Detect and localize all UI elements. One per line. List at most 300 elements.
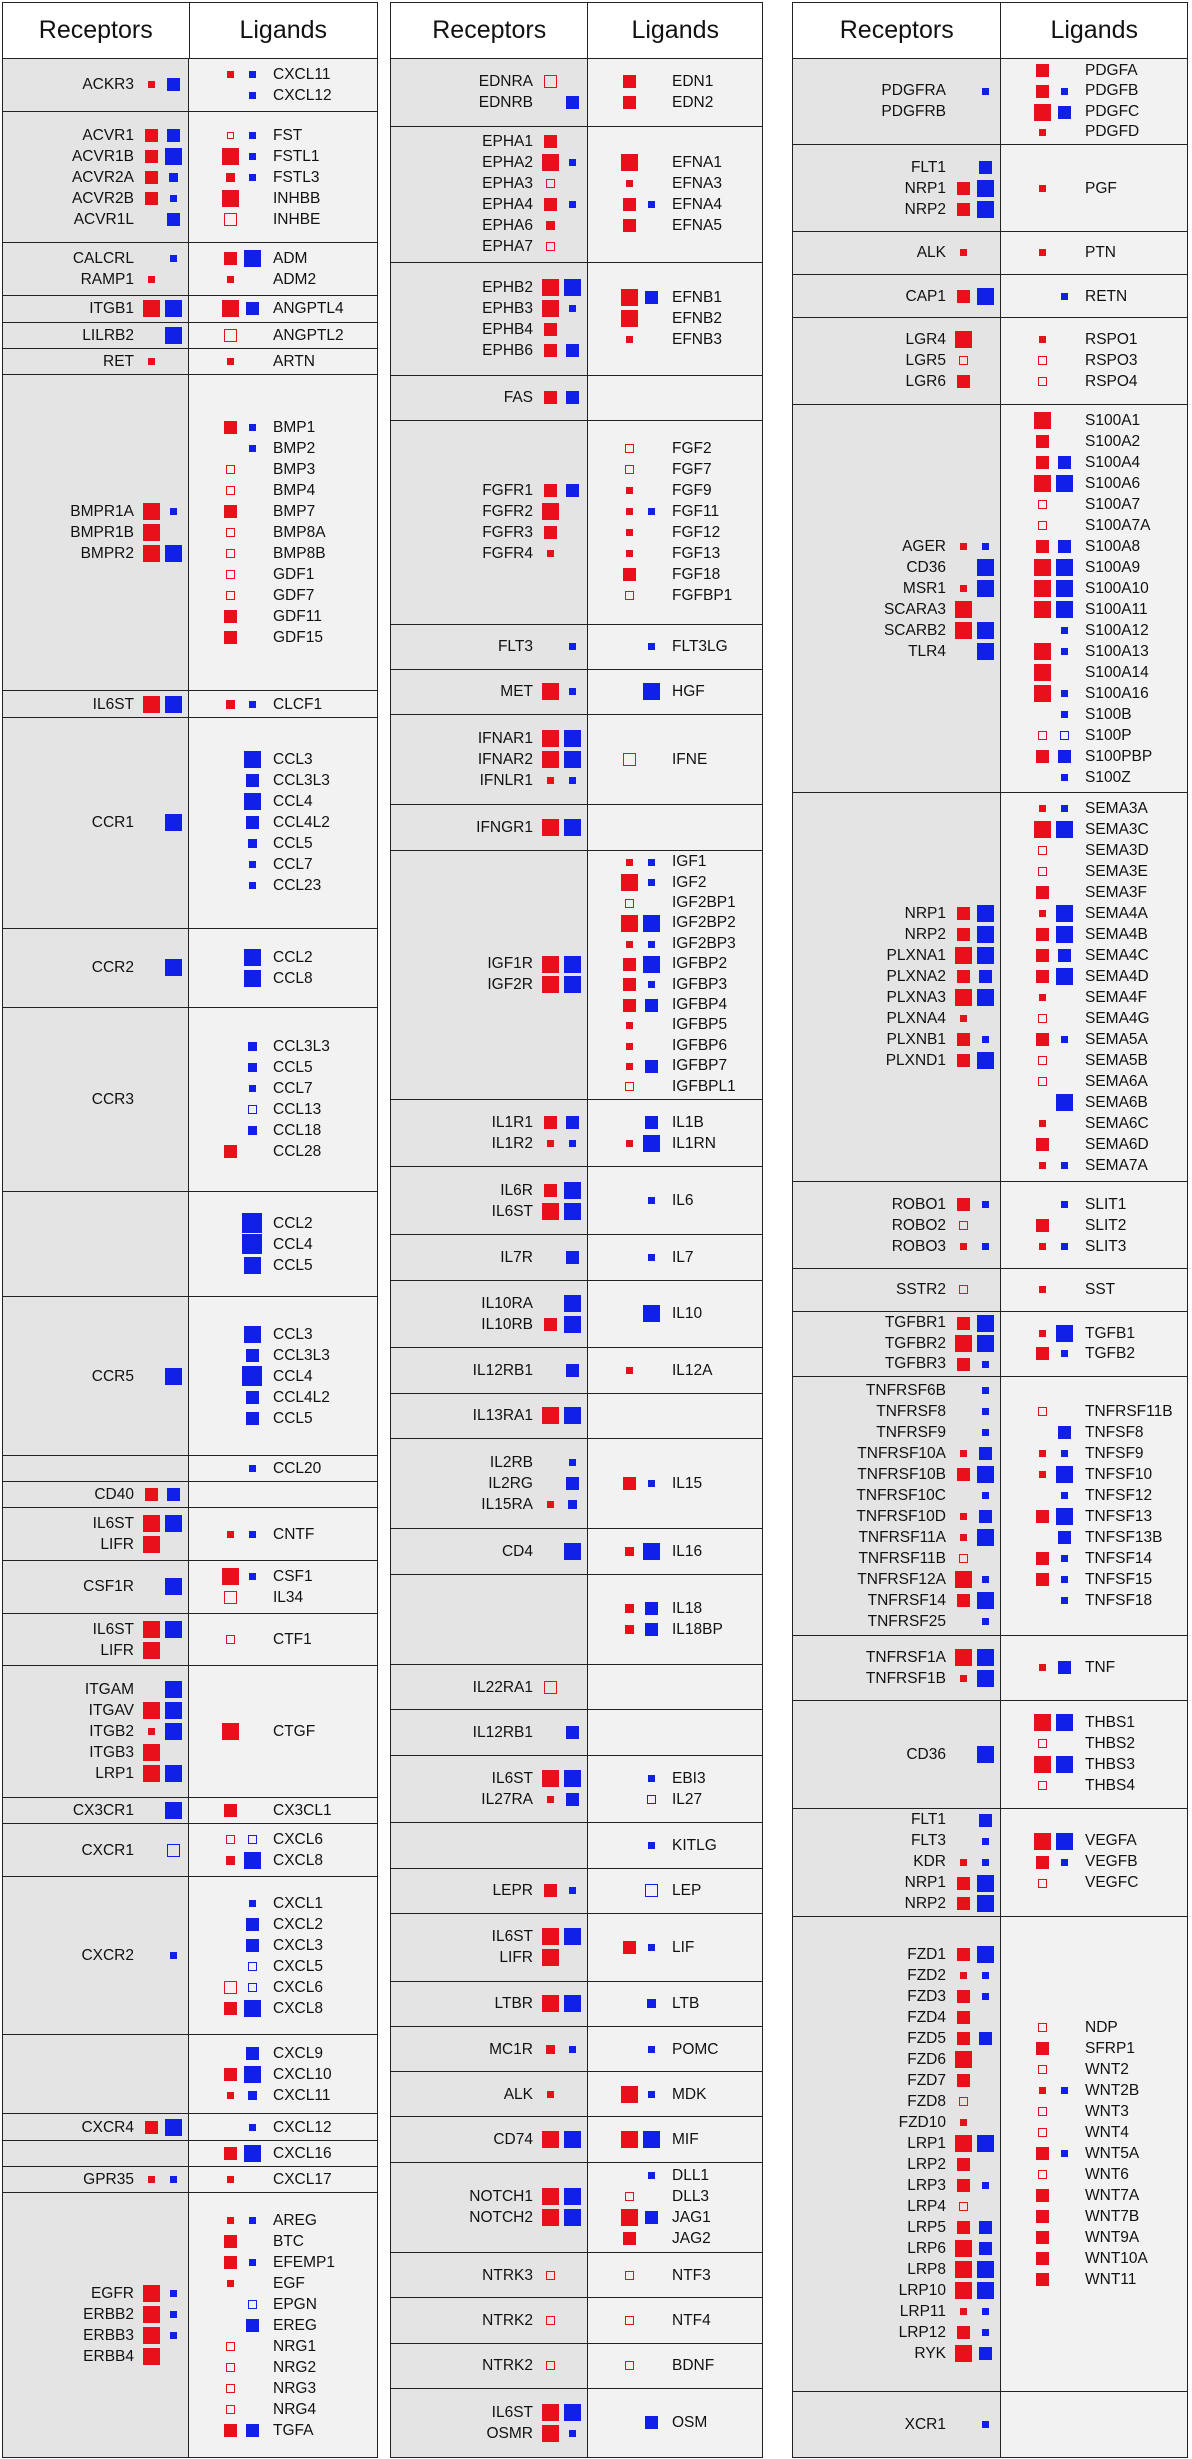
red-marker-empty [952,1380,974,1401]
blue-marker [241,812,263,833]
red-marker-empty [618,636,640,657]
ligand-row [189,417,377,438]
red-square-marker [960,1972,967,1979]
red-square-marker [957,182,970,195]
receptor-cell [391,1394,588,1438]
ligand-row [189,1850,377,1871]
red-square-marker [544,391,557,404]
red-square-marker [226,465,235,474]
blue-marker [1053,1831,1075,1852]
blue-square-marker [977,1746,994,1763]
blue-marker [241,1036,263,1057]
blue-marker [640,2039,662,2060]
ligand-row [588,893,762,913]
ligand-row [1001,1155,1187,1176]
ligand-cell [189,375,377,690]
red-square-marker [1038,521,1047,530]
red-square-marker [227,2176,234,2183]
red-marker [1031,746,1053,767]
red-square-marker [955,331,972,348]
blue-square-marker [1056,821,1073,838]
blue-square-marker [982,1201,989,1208]
receptor-row [876,1422,996,1443]
ligand-name: TNFSF8 [1085,1423,1144,1441]
red-marker [952,2280,974,2301]
ligand-row [1001,1873,1187,1894]
red-square-marker [546,2271,555,2280]
receptor-row [93,694,184,715]
ligand-row [588,852,762,872]
red-square-marker [542,154,559,171]
ligand-row [588,543,762,564]
blue-marker [974,2259,996,2280]
blue-marker [974,2343,996,2364]
receptor-cell [391,1756,588,1823]
receptor-row [81,1840,184,1861]
ligand-row [1001,987,1187,1008]
ligand-row [1001,1134,1187,1155]
ligand-row [588,152,762,173]
red-square-marker [1038,1739,1047,1748]
red-square-marker [542,1770,559,1787]
red-marker [539,2310,561,2331]
red-marker-empty [618,1303,640,1324]
receptor-row [482,215,583,236]
receptor-name: IL6ST [491,1769,533,1787]
receptor-cell [391,376,588,420]
blue-marker [1053,578,1075,599]
red-marker [1031,1113,1053,1134]
receptor-row [92,957,184,978]
ligand-row [1001,1050,1187,1071]
receptor-name: CD36 [906,1745,946,1763]
ligand-cell [189,1561,377,1613]
red-square-marker [1036,2189,1049,2202]
ligand-name: IGFBPL1 [672,1077,736,1095]
receptor-cell [391,1100,588,1167]
ligand-row [1001,2101,1187,2122]
receptor-name: IL6R [500,1181,533,1199]
red-marker-empty [1031,1422,1053,1443]
red-marker [1031,1071,1053,1092]
red-square-marker [227,276,234,283]
receptor-row [481,1293,583,1314]
ligand-name: SST [1085,1281,1116,1299]
blue-square-marker [564,976,581,993]
ligand-cell [1001,2392,1187,2457]
blue-marker [974,903,996,924]
receptor-cell [793,1269,1001,1311]
red-square-marker [226,173,235,182]
blue-square-marker [1061,627,1068,634]
ligand-name: CXCL5 [273,1957,323,1975]
blue-marker [241,1850,263,1871]
red-square-marker [1039,910,1046,917]
blue-marker [640,1768,662,1789]
ligand-cell [189,59,377,111]
red-marker [219,694,241,715]
ligand-row [189,1408,377,1429]
red-marker-empty [219,2315,241,2336]
red-marker [618,329,640,350]
ligand-cell [189,2114,377,2139]
red-marker [219,2169,241,2190]
ligand-row [189,2336,377,2357]
blue-square-marker [249,2124,256,2131]
blue-marker [974,1810,996,1831]
ligand-row [588,173,762,194]
red-square-marker [626,1140,633,1147]
blue-square-marker [249,1573,256,1580]
pair-group [793,1701,1187,1809]
receptor-cell [793,232,1001,274]
ligand-cell [189,1877,377,2034]
ligand-row [588,329,762,350]
red-marker [1031,1155,1053,1176]
ligand-name: SEMA4A [1085,905,1148,923]
blue-square-marker [1060,731,1069,740]
red-square-marker [625,2271,634,2280]
red-marker [1031,178,1053,199]
receptor-row [134,1458,184,1479]
receptor-row [884,620,996,641]
ligand-name: S100A10 [1085,579,1149,597]
blue-square-marker [569,2046,576,2053]
receptor-cell [3,1877,189,2034]
blue-marker [640,2129,662,2150]
receptor-row [866,1668,996,1689]
red-marker [1031,242,1053,263]
red-square-marker [148,2176,155,2183]
blue-square-marker [1061,1555,1068,1562]
blue-square-marker [645,2416,658,2429]
receptor-name: LGR6 [905,373,946,391]
red-marker [219,1977,241,1998]
red-marker [219,627,241,648]
blue-marker [974,557,996,578]
red-marker [1031,840,1053,861]
blue-marker-empty [974,1279,996,1300]
receptor-cell [391,1439,588,1528]
receptor-row [899,2112,996,2133]
table-header [391,3,762,59]
blue-square-marker [1061,805,1068,812]
ligand-name: CCL4 [273,1367,313,1385]
red-marker [1031,1464,1053,1485]
red-square-marker [224,631,237,644]
blue-marker-empty [241,459,263,480]
ligand-cell [1001,59,1187,144]
blue-square-marker [169,173,178,182]
red-marker [1031,2248,1053,2269]
blue-marker [1053,903,1075,924]
receptor-cell [391,2298,588,2342]
pair-group [391,1167,762,1235]
red-marker [539,173,561,194]
red-square-marker [145,2121,158,2134]
ligand-row [588,585,762,606]
ligand-name: CXCL3 [273,1936,323,1954]
red-marker-empty [952,1422,974,1443]
blue-marker [974,987,996,1008]
ligand-row [1001,410,1187,431]
blue-marker-empty [241,2399,263,2420]
column-2 [390,2,763,2458]
red-marker [1031,2269,1053,2290]
red-marker [539,681,561,702]
red-square-marker [143,1515,160,1532]
red-square-marker [542,1407,559,1424]
red-square-marker [1036,435,1049,448]
red-square-marker [959,356,968,365]
blue-square-marker [564,1995,581,2012]
red-square-marker [625,1604,634,1613]
red-marker [1031,557,1053,578]
receptor-name: LILRB2 [82,326,134,344]
red-marker-empty [140,325,162,346]
blue-square-marker [1061,1036,1068,1043]
receptor-row [905,1894,996,1915]
ligand-name: PGF [1085,179,1117,197]
blue-marker [561,1201,583,1222]
ligand-row [1001,1485,1187,1506]
ligand-row [588,636,762,657]
red-marker [952,1354,974,1375]
pair-group [3,323,377,349]
receptor-name: IGF1R [487,955,533,973]
blue-marker-empty [640,480,662,501]
ligand-cell [189,1008,377,1191]
ligand-name: NRG4 [273,2400,317,2418]
red-marker [952,1333,974,1354]
blue-square-marker [249,424,256,431]
ligand-row [588,1133,762,1154]
blue-marker-empty [241,269,263,290]
red-marker [539,2186,561,2207]
receptor-name: NRP2 [904,200,946,218]
red-square-marker [957,1990,970,2003]
red-square-marker [957,907,970,920]
receptor-name: LRP4 [907,2197,946,2215]
blue-marker [241,1234,263,1255]
blue-marker [974,1611,996,1632]
red-marker [219,209,241,230]
ligand-cell [189,296,377,321]
red-square-marker [1034,685,1051,702]
red-square-marker [621,154,638,171]
red-marker [618,585,640,606]
receptor-cell [793,145,1001,230]
blue-marker [974,1443,996,1464]
blue-marker [561,974,583,995]
ligand-name: IGFBP6 [672,1036,728,1054]
red-square-marker [1036,886,1049,899]
red-square-marker [542,1203,559,1220]
receptor-name: CXCR2 [81,1947,134,1965]
red-marker-empty [219,1234,241,1255]
ligand-row [1001,122,1187,143]
ligand-cell [1001,1917,1187,2391]
red-marker [618,438,640,459]
receptor-cell [391,2027,588,2071]
blue-marker [162,543,184,564]
receptor-cell [3,1482,189,1507]
receptor-name: BMPR2 [80,545,134,563]
blue-square-marker [977,1875,994,1892]
ligand-row [189,64,377,85]
blue-square-marker [244,1257,261,1274]
blue-marker [640,1112,662,1133]
ligand-row [189,1566,377,1587]
blue-marker [241,2420,263,2441]
blue-marker [1053,725,1075,746]
blue-marker [561,770,583,791]
blue-square-marker [246,2424,259,2437]
ligand-row [588,2039,762,2060]
red-square-marker [1038,2170,1047,2179]
blue-marker-empty [561,2084,583,2105]
blue-marker [1053,1236,1075,1257]
red-marker [539,501,561,522]
receptor-name: CCR1 [91,814,134,832]
red-square-marker [227,132,234,139]
blue-square-marker [246,1391,259,1404]
receptor-row [504,387,583,408]
red-square-marker [1036,1573,1049,1586]
receptor-name: NRP1 [904,905,946,923]
receptor-row [908,641,996,662]
ligand-row [189,1213,377,1234]
ligand-name: SLIT1 [1085,1195,1127,1213]
ligand-name: CXCL9 [273,2044,323,2062]
red-marker [140,543,162,564]
receptor-cell [3,1508,189,1560]
receptor-name: FLT1 [910,158,946,176]
ligand-row [189,1255,377,1276]
receptor-name: LRP12 [898,2323,946,2341]
red-marker [539,2423,561,2444]
blue-square-marker [566,484,579,497]
ligand-name: FGF9 [672,482,712,500]
receptor-row [907,1986,996,2007]
red-marker [219,1587,241,1608]
red-square-marker [960,585,967,592]
blue-square-marker [242,1366,262,1386]
red-marker [219,146,241,167]
blue-square-marker [165,959,182,976]
red-marker [1031,452,1053,473]
red-marker-empty [1031,1194,1053,1215]
red-square-marker [227,2092,234,2099]
red-marker-empty [219,968,241,989]
red-marker [1031,1754,1053,1775]
receptor-name: LIFR [100,1641,134,1659]
receptor-cell [3,349,189,374]
blue-marker-empty [640,329,662,350]
red-square-marker [959,1221,968,1230]
blue-square-marker [1061,2150,1068,2157]
red-marker [952,242,974,263]
ligand-name: CCL28 [273,1143,322,1161]
red-square-marker [143,2327,160,2344]
red-marker-empty [140,2143,162,2164]
receptor-row [134,2064,184,2085]
ligand-name: VEGFB [1085,1852,1138,1870]
blue-marker [241,2064,263,2085]
red-marker-empty [1031,767,1053,788]
blue-marker [1053,746,1075,767]
ligand-row [588,1112,762,1133]
red-square-marker [960,1450,967,1457]
receptor-name: CCR2 [91,959,134,977]
blue-marker-empty [561,1835,583,1856]
red-square-marker [957,1317,970,1330]
red-marker [140,1742,162,1763]
red-marker-empty [618,1677,640,1698]
ligand-row [189,1234,377,1255]
receptor-name: CCR5 [91,1367,134,1385]
blue-square-marker [569,2430,576,2437]
ligand-row [588,934,762,954]
red-square-marker [623,219,636,232]
blue-square-marker [1056,1325,1073,1342]
ligand-row [588,1405,762,1426]
receptor-name: EDNRA [478,73,533,91]
blue-marker [1053,1852,1075,1873]
receptor-name: CAP1 [905,287,946,305]
blue-square-marker [564,1295,581,1312]
red-square-marker [1036,456,1049,469]
receptor-name: ACVR2B [71,189,134,207]
red-marker [1031,2164,1053,2185]
red-square-marker [957,1468,970,1481]
red-marker [219,585,241,606]
red-square-marker [1039,2087,1046,2094]
red-square-marker [1038,2107,1047,2116]
red-square-marker [1038,1879,1047,1888]
receptor-name: BMPR1A [70,503,134,521]
ligand-name: GDF11 [273,608,322,626]
red-square-marker [1036,928,1049,941]
blue-marker-empty [162,1640,184,1661]
red-marker [539,1314,561,1335]
pair-group [793,1377,1187,1636]
red-marker [618,1015,640,1036]
pair-group [3,2193,377,2457]
receptor-name: ALK [503,2085,533,2103]
receptor-name: PDGFRA [881,82,946,100]
ligand-name: WNT6 [1085,2166,1129,2184]
ligand-row [189,1366,377,1387]
receptor-name: IGF2R [487,975,533,993]
red-marker-empty [140,2064,162,2085]
receptor-row [480,770,583,791]
ligand-row [1001,102,1187,123]
ligand-name: FSTL1 [273,147,320,165]
receptor-name: ALK [916,244,946,262]
blue-square-marker [170,2332,177,2339]
red-marker [618,564,640,585]
receptor-cell [3,1666,189,1797]
ligand-name: SLIT3 [1085,1237,1127,1255]
ligand-row [588,1036,762,1056]
blue-marker-empty [561,1677,583,1698]
pair-group [3,1508,377,1561]
blue-marker [241,1120,263,1141]
blue-square-marker [648,1197,655,1204]
red-square-marker [1036,540,1049,553]
receptor-row [482,298,583,319]
